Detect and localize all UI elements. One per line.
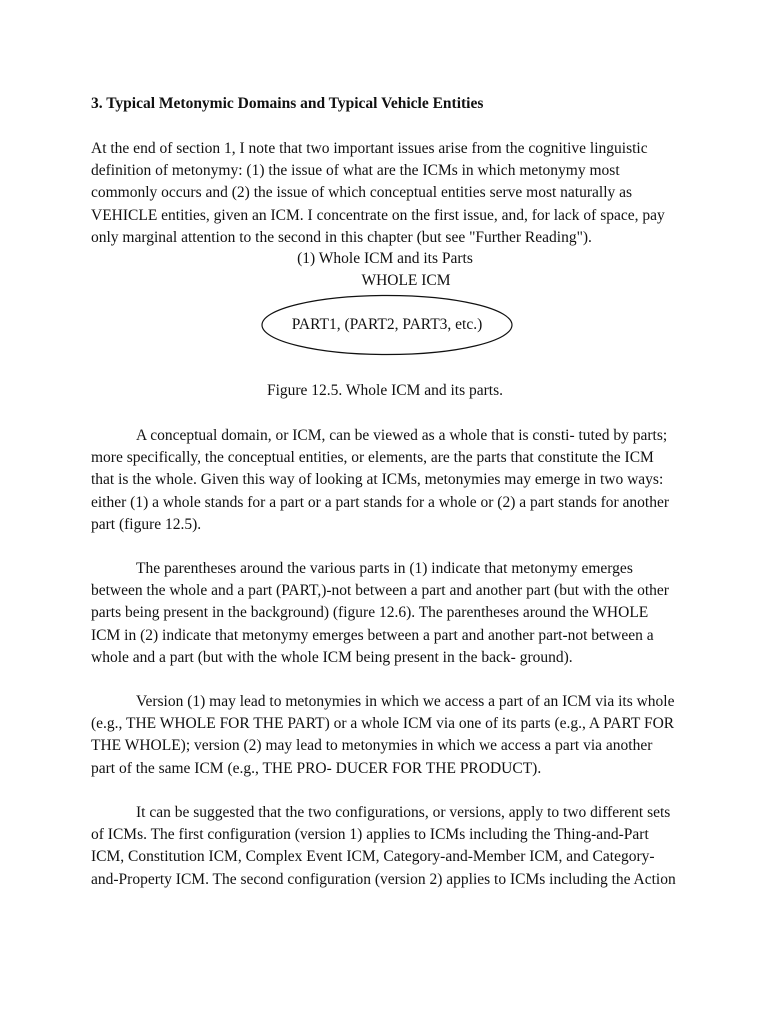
body-paragraph-1: A conceptual domain, or ICM, can be viewed as a whole that is consti- tuted by parts; more specifically, the conceptual entities, or elements, are the parts that constitute the ICM that is the whole. Given this way of looking at ICMs, metonymies may emerge in two ways: either (1) a whole stands for a part or a part stands for a whole or (2) a part stands for another part (figure 12.5). (91, 427, 670, 533)
body-paragraph-3: Version (1) may lead to metonymies in which we access a part of an ICM via its whole (e.g., THE WHOLE FOR THE PART) or a whole ICM via one of its parts (e.g., A PART FOR THE WHOLE); version (2) may lead to metonymies in which we access a part via another part of the same ICM (e.g., THE PRO- DUCER FOR THE PRODUCT). (91, 693, 675, 777)
whole-icm-label: WHOLE ICM (361, 272, 451, 289)
figure-caption: Figure 12.5. Whole ICM and its parts. (266, 382, 504, 399)
section-heading: 3. Typical Metonymic Domains and Typical Vehicle Entities (91, 95, 484, 112)
figure-title: (1) Whole ICM and its Parts (297, 250, 473, 267)
whole-icm-ellipse (260, 294, 514, 356)
body-paragraph-4: It can be suggested that the two configurations, or versions, apply to two different sets of ICMs. The first configuration (version 1) applies to ICMs including the Thing-and-Part ICM, Constitution ICM, Complex Event ICM, Category-and-Member ICM, and Category-and-Property ICM. The second configuration (version 2) applies to ICMs including the Action (91, 804, 676, 888)
body-paragraph-2: The parentheses around the various parts in (1) indicate that metonymy emerges between the whole and a part (PART,)-not between a part and another part (but with the other parts being present in the background) (figure 12.6). The parentheses around the WHOLE ICM in (2) indicate that metonymy emerges between a part and another part-not between a whole and a part (but with the whole ICM being present in the back- ground). (91, 560, 669, 666)
ellipse-parts-text: PART1, (PART2, PART3, etc.) (291, 316, 483, 333)
intro-paragraph: At the end of section 1, I note that two important issues arise from the cognitive linguistic definition of metonymy: (1) the issue of what are the ICMs in which metonymy most commonly occurs and (2) the issue of which conceptual entities serve most naturally as VEHICLE entities, given an ICM. I concentrate on the first issue, and, for lack of space, pay only marginal attention to the second in this chapter (but see "Further Reading"). (91, 140, 665, 246)
